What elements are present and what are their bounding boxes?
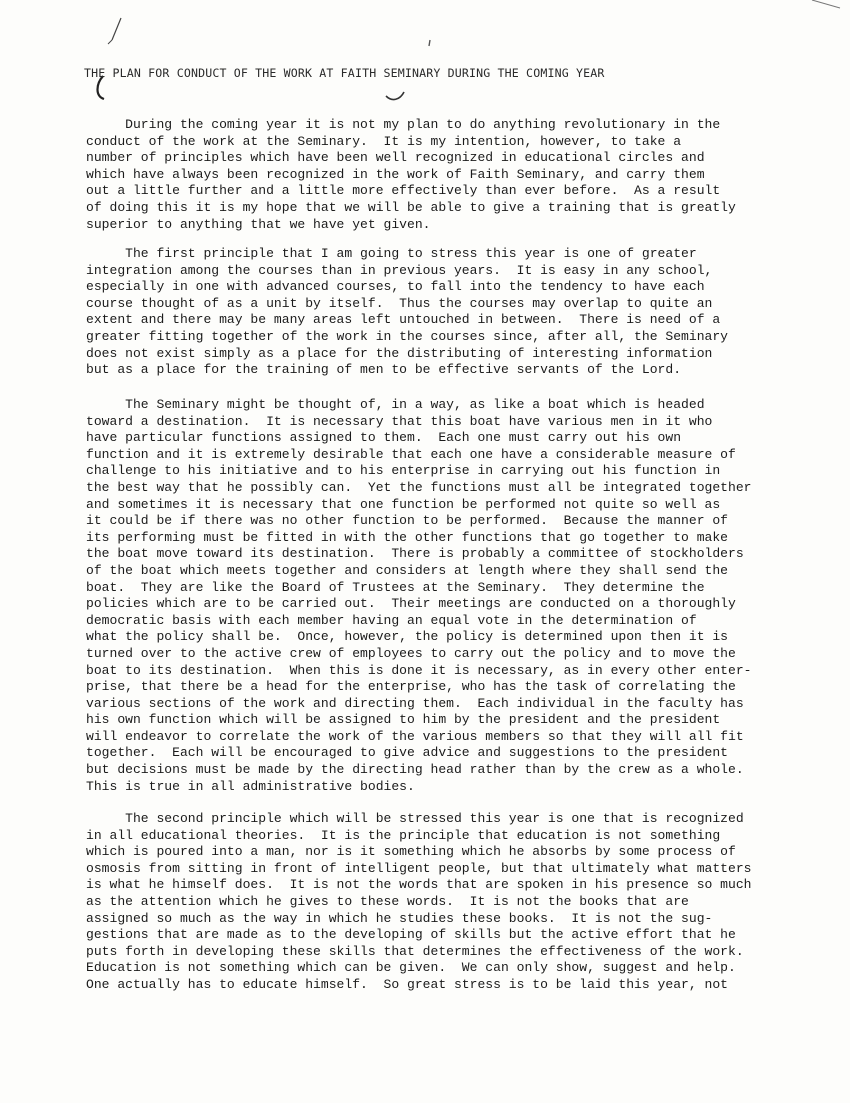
text-line: does not exist simply as a place for the distributing of interesting information [86,345,713,361]
text-line: boat. They are like the Board of Trustees at the Seminary. They determine the [86,579,705,595]
text-line: is what he himself does. It is not the words that are spoken in his presence so much [86,877,752,893]
text-line: puts forth in developing these skills that determines the effectiveness of the work. [86,943,744,959]
text-line: especially in one with advanced courses, to fall into the tendency to have each [86,279,705,295]
text-line: it could be if there was no other function to be performed. Because the manner of [86,513,729,529]
text-line: gestions that are made as to the developing of skills but the active effort that he [86,927,736,943]
text-line: course thought of as a unit by itself. Thus the courses may overlap to quite an [86,295,713,311]
text-line: out a little further and a little more effectively than ever before. As a result [86,183,721,199]
text-line: in all educational theories. It is the principle that education is not something [86,827,721,843]
text-line: but as a place for the training of men to be effective servants of the Lord. [86,362,682,378]
paragraph-first-principle [86,246,728,379]
text-line: turned over to the active crew of employees to carry out the policy and to move the [86,645,736,661]
text-line: what the policy shall be. Once, however, the policy is determined upon then it is [86,629,729,645]
text-line: The Seminary might be thought of, in a way, as like a boat which is headed [86,397,705,412]
text-line: the boat move toward its destination. There is probably a committee of stockholders [86,546,744,562]
text-line: which have always been recognized in the work of Faith Seminary, and carry them [86,166,705,182]
text-line: of the boat which meets together and considers at length where they shall send the [86,562,729,578]
text-line: One actually has to educate himself. So great stress is to be laid this year, not [86,976,729,992]
text-line: number of principles which have been well recognized in educational circles and [86,150,705,166]
text-line: The first principle that I am going to stress this year is one of greater [86,246,697,261]
text-line: superior to anything that we have yet given. [86,216,431,232]
text-line: various sections of the work and directing them. Each individual in the faculty has [86,695,744,711]
text-line: conduct of the work at the Seminary. It is my intention, however, to take a [86,133,682,149]
text-line: have particular functions assigned to them. Each one must carry out his own [86,430,682,446]
paragraph-intro [86,117,736,233]
pen-stroke-mark [0,0,850,130]
text-line: During the coming year it is not my plan to do anything revolutionary in the [86,117,721,132]
text-line: its performing must be fitted in with the other functions that go together to make [86,529,729,545]
text-line: Education is not something which can be given. We can only show, suggest and help. [86,960,736,976]
text-line: prise, that there be a head for the enterprise, who has the task of correlating the [86,679,736,695]
text-line: as the attention which he gives to these words. It is not the books that are [86,893,689,909]
paragraph-boat-analogy [86,397,752,795]
text-line: extent and there may be many areas left untouched in between. There is need of a [86,312,721,328]
text-line: his own function which will be assigned to him by the president and the president [86,712,721,728]
text-line: democratic basis with each member having an equal vote in the determination of [86,612,697,628]
text-line: boat to its destination. When this is done it is necessary, as in every other enter- [86,662,752,678]
document-title: THE PLAN FOR CONDUCT OF THE WORK AT FAITH SEMINARY DURING THE COMING YEAR [84,66,605,80]
text-line: will endeavor to correlate the work of the various members so that they will all fit [86,728,744,744]
text-line: policies which are to be carried out. Their meetings are conducted on a thoroughly [86,596,736,612]
text-line: function and it is extremely desirable that each one have a considerable measure of [86,446,736,462]
text-line: the best way that he possibly can. Yet the functions must all be integrated together [86,479,752,495]
text-line: integration among the courses than in previous years. It is easy in any school, [86,262,713,278]
text-line: The second principle which will be stressed this year is one that is recognized [86,811,744,826]
text-line: together. Each will be encouraged to give advice and suggestions to the president [86,745,729,761]
text-line: assigned so much as the way in which he studies these books. It is not the sug- [86,910,713,926]
paragraph-second-principle [86,811,752,994]
text-line: This is true in all administrative bodies. [86,778,415,794]
text-line: greater fitting together of the work in the courses since, after all, the Seminary [86,328,729,344]
text-line: challenge to his initiative and to his enterprise in carrying out his function in [86,463,721,479]
text-line: but decisions must be made by the directing head rather than by the crew as a whole. [86,762,744,778]
text-line: of doing this it is my hope that we will be able to give a training that is greatly [86,199,736,215]
text-line: osmosis from sitting in front of intelligent people, but that ultimately what matters [86,860,752,876]
text-line: toward a destination. It is necessary that this boat have various men in it who [86,413,713,429]
text-line: and sometimes it is necessary that one function be performed not quite so well as [86,496,721,512]
text-line: which is poured into a man, nor is it something which he absorbs by some process of [86,844,736,860]
